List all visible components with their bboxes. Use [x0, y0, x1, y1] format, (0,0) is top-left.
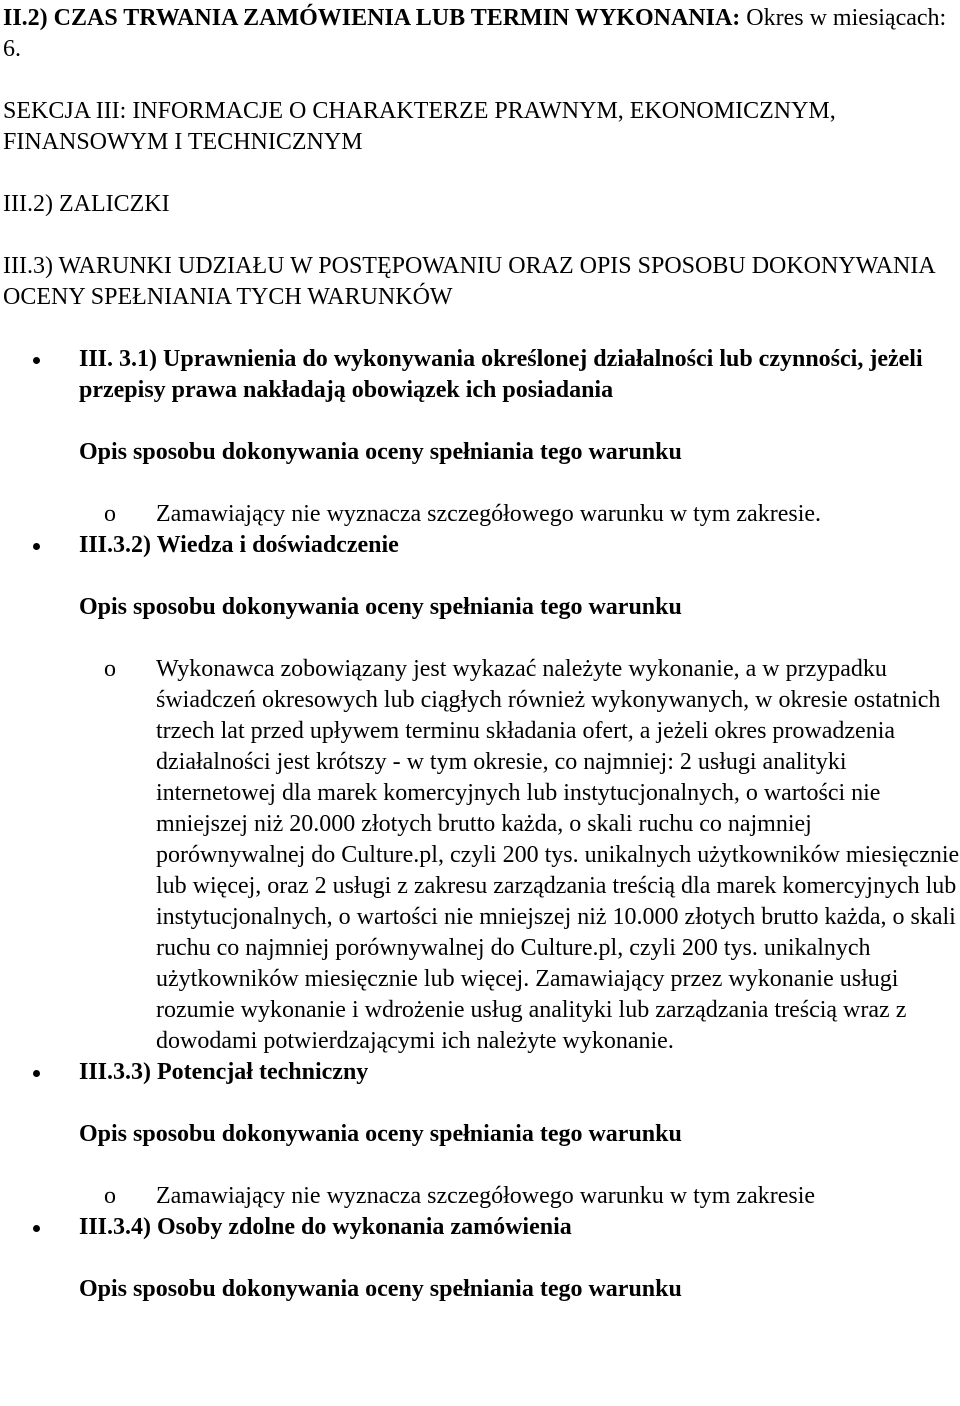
condition-title: III.3.2) Wiedza i doświadczenie	[79, 532, 399, 558]
condition-title: III.3.4) Osoby zdolne do wykonania zamówienia	[79, 1214, 572, 1240]
circle-bullet-icon: o	[104, 501, 116, 527]
bullet-icon	[33, 543, 40, 550]
circle-bullet-icon: o	[104, 1183, 116, 1209]
condition-desc-heading: Opis sposobu dokonywania oceny spełniania tego warunku	[79, 1121, 682, 1147]
condition-detail-text: Zamawiający nie wyznacza szczegółowego warunku w tym zakresie	[156, 1183, 816, 1209]
condition-detail	[3, 654, 960, 1057]
bullet-icon	[33, 1070, 40, 1077]
condition-detail-text: Wykonawca zobowiązany jest wykazać należyte wykonanie, a w przypadku świadczeń okresowych lub ciągłych również wykonywanych, w okresie ostatnich trzech lat przed upływem terminu składania ofert, a jeżeli okres prowadzenia działalności jest krótszy - w tym okresie, co najmniej: 2 usługi analityki internetowej dla marek komercyjnych lub instytucjonalnych, o wartości nie mniejszej niż 20.000 złotych brutto każda, o skali ruchu co najmniej porównywalnej do Culture.pl, czyli 200 tys. unikalnych użytkowników miesięcznie lub więcej, oraz 2 usługi z zakresu zarządzania treścią dla marek komercyjnych lub instytucjonalnych, o wartości nie mniejszej niż 10.000 złotych brutto każda, o skali ruchu co najmniej porównywalnej do Culture.pl, czyli 200 tys. unikalnych użytkowników miesięcznie lub więcej. Zamawiający przez wykonanie usługi rozumie wykonanie i wdrożenie usług analityki lub zarządzania treścią wraz z dowodami potwierdzającymi ich należyte wykonanie.	[156, 656, 960, 1054]
section-iii3-heading: III.3) WARUNKI UDZIAŁU W POSTĘPOWANIU ORAZ OPIS SPOSOBU DOKONYWANIA OCENY SPEŁNIANIA TYCH WARUNKÓW	[3, 253, 935, 310]
bullet-icon	[33, 357, 40, 364]
condition-desc-heading: Opis sposobu dokonywania oceny spełniania tego warunku	[79, 594, 682, 620]
section-ii2-value: Okres w miesiącach: 6.	[3, 5, 947, 62]
section-iii2-heading: III.2) ZALICZKI	[3, 191, 170, 217]
condition-desc-heading: Opis sposobu dokonywania oceny spełniania tego warunku	[79, 1276, 682, 1302]
condition-item	[3, 344, 960, 530]
condition-item	[3, 530, 960, 1057]
conditions-list	[3, 344, 960, 1305]
condition-detail	[3, 499, 960, 530]
condition-title: III. 3.1) Uprawnienia do wykonywania określonej działalności lub czynności, jeżeli przepisy prawa nakładają obowiązek ich posiadania	[79, 346, 923, 403]
section-iii-title: SEKCJA III: INFORMACJE O CHARAKTERZE PRAWNYM, EKONOMICZNYM, FINANSOWYM I TECHNICZNYM	[3, 98, 836, 155]
section-ii2-heading: II.2) CZAS TRWANIA ZAMÓWIENIA LUB TERMIN WYKONANIA:	[3, 5, 741, 31]
circle-bullet-icon: o	[104, 656, 116, 682]
condition-detail	[3, 1181, 960, 1212]
condition-detail-text: Zamawiający nie wyznacza szczegółowego warunku w tym zakresie.	[156, 501, 822, 527]
condition-item	[3, 1212, 960, 1305]
condition-desc-heading: Opis sposobu dokonywania oceny spełniania tego warunku	[79, 439, 682, 465]
condition-title: III.3.3) Potencjał techniczny	[79, 1059, 369, 1085]
condition-item	[3, 1057, 960, 1212]
section-ii2	[3, 3, 960, 65]
bullet-icon	[33, 1225, 40, 1232]
